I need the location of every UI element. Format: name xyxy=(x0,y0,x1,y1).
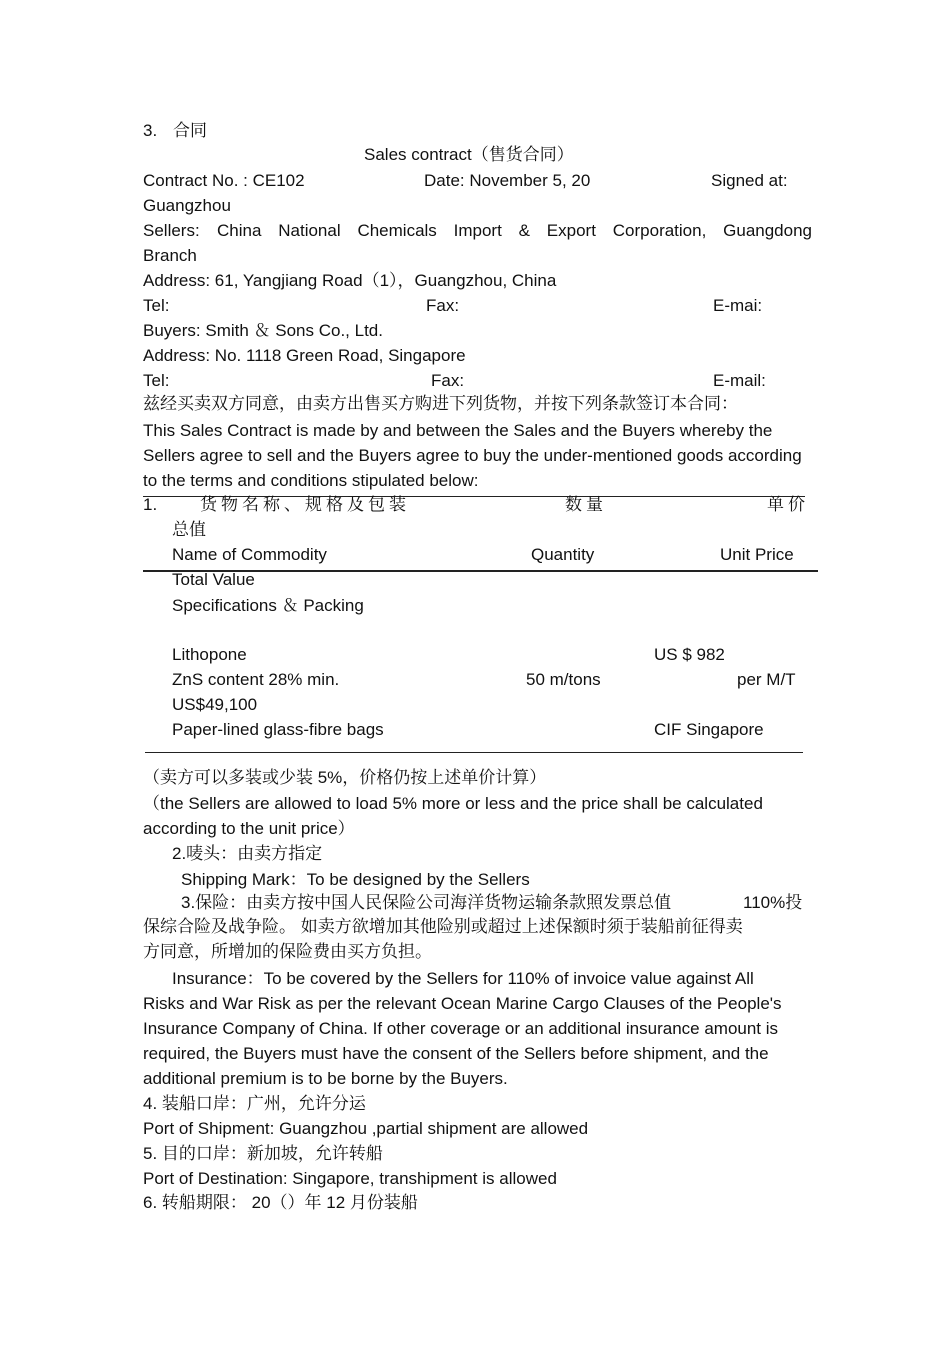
product-packing: Paper-lined glass-fibre bags xyxy=(172,720,384,739)
insurance-en-line: Insurance Company of China. If other coverage or an additional insurance amount is xyxy=(143,1019,779,1038)
header-cn-unit-price: 单价 xyxy=(767,495,809,514)
shipment-time-cn: 6. 转船期限： 20（）年 12 月份装船 xyxy=(143,1193,418,1212)
shipping-mark-en: Shipping Mark：To be designed by the Sellers xyxy=(181,870,530,889)
section-title: 合同 xyxy=(173,121,207,140)
buyer-name: Buyers: Smith ＆ Sons Co., Ltd. xyxy=(143,321,383,340)
shipment-port-cn: 4. 装船口岸：广州，允许分运 xyxy=(143,1094,366,1113)
header-cn-quantity: 数量 xyxy=(565,495,607,514)
buyer-tel: Tel: xyxy=(143,371,170,390)
buyer-fax: Fax: xyxy=(431,371,465,390)
contract-title: Sales contract（售货合同） xyxy=(364,145,574,164)
insurance-cn-line: 保综合险及战争险。 如卖方欲增加其他险别或超过上述保额时须于装船前征得卖 xyxy=(143,917,743,936)
seller-label: Sellers: xyxy=(143,221,200,240)
header-en-name: Name of Commodity xyxy=(172,545,327,564)
insurance-en-line: required, the Buyers must have the consent of the Sellers before shipment, and the xyxy=(143,1044,769,1063)
seller-fax: Fax: xyxy=(426,296,460,315)
contract-date: Date: November 5, 20 xyxy=(424,171,591,190)
destination-en: Port of Destination: Singapore, transhipment is allowed xyxy=(143,1169,557,1188)
insurance-cn-line: 3.保险：由卖方按中国人民保险公司海洋货物运输条款照发票总值 xyxy=(181,893,672,912)
header-en-spec: Specifications ＆ Packing xyxy=(172,596,364,615)
unit-price-value: US $ 982 xyxy=(654,645,725,664)
contract-number: Contract No. : CE102 xyxy=(143,171,305,190)
header-en-unit-price: Unit Price xyxy=(720,545,794,564)
shipping-mark-cn: 2.唛头：由卖方指定 xyxy=(172,844,323,863)
seller-address: Address: 61, Yangjiang Road（1），Guangzhou, China xyxy=(143,271,557,290)
insurance-en-line: additional premium is to be borne by the Buyers. xyxy=(143,1069,508,1088)
table-bottom-rule xyxy=(145,752,803,753)
header-en-total: Total Value xyxy=(172,570,255,589)
buyer-email: E-mail: xyxy=(713,371,766,390)
more-less-cn: （卖方可以多装或少装 5%，价格仍按上述单价计算） xyxy=(143,768,547,787)
signed-at-label: Signed at: xyxy=(711,171,788,190)
section-number: 3. xyxy=(143,121,158,140)
more-less-en: （the Sellers are allowed to load 5% more or less and the price shall be calculated xyxy=(143,794,763,813)
destination-cn: 5. 目的口岸：新加坡，允许转船 xyxy=(143,1144,383,1163)
header-en-quantity: Quantity xyxy=(531,545,595,564)
seller-email: E-mai: xyxy=(713,296,763,315)
insurance-cn-line: 方同意，所增加的保险费由买方负担。 xyxy=(143,942,432,961)
seller-name-cont: Branch xyxy=(143,246,197,265)
price-terms: CIF Singapore xyxy=(654,720,764,739)
seller-name: China National Chemicals Import & Export Corporation, Guangdong xyxy=(217,221,812,240)
insurance-cn-percent: 110%投 xyxy=(743,893,803,912)
shipment-port-en: Port of Shipment: Guangzhou ,partial shipment are allowed xyxy=(143,1119,589,1138)
buyer-address: Address: No. 1118 Green Road, Singapore xyxy=(143,346,466,365)
product-spec: ZnS content 28% min. xyxy=(172,670,340,689)
intro-english-line: to the terms and conditions stipulated below: xyxy=(143,471,479,490)
quantity-value: 50 m/tons xyxy=(526,670,601,689)
seller-tel: Tel: xyxy=(143,296,170,315)
header-cn-name: 货物名称、规格及包装 xyxy=(200,495,410,514)
more-less-en-cont: according to the unit price） xyxy=(143,819,355,838)
product-name: Lithopone xyxy=(172,645,247,664)
insurance-en-line: Risks and War Risk as per the relevant Ocean Marine Cargo Clauses of the People's xyxy=(143,994,782,1013)
header-cn-total: 总值 xyxy=(172,520,206,539)
intro-chinese: 兹经买卖双方同意，由卖方出售买方购进下列货物，并按下列条款签订本合同： xyxy=(143,394,738,413)
signed-place: Guangzhou xyxy=(143,196,231,215)
total-value: US$49,100 xyxy=(172,695,258,714)
clause-number: 1. xyxy=(143,495,158,514)
intro-english-line: Sellers agree to sell and the Buyers agree to buy the under-mentioned goods according xyxy=(143,446,802,465)
price-per-unit: per M/T xyxy=(737,670,796,689)
insurance-en-line: Insurance：To be covered by the Sellers for 110% of invoice value against All xyxy=(172,969,754,988)
intro-english-line: This Sales Contract is made by and between the Sales and the Buyers whereby the xyxy=(143,421,773,440)
